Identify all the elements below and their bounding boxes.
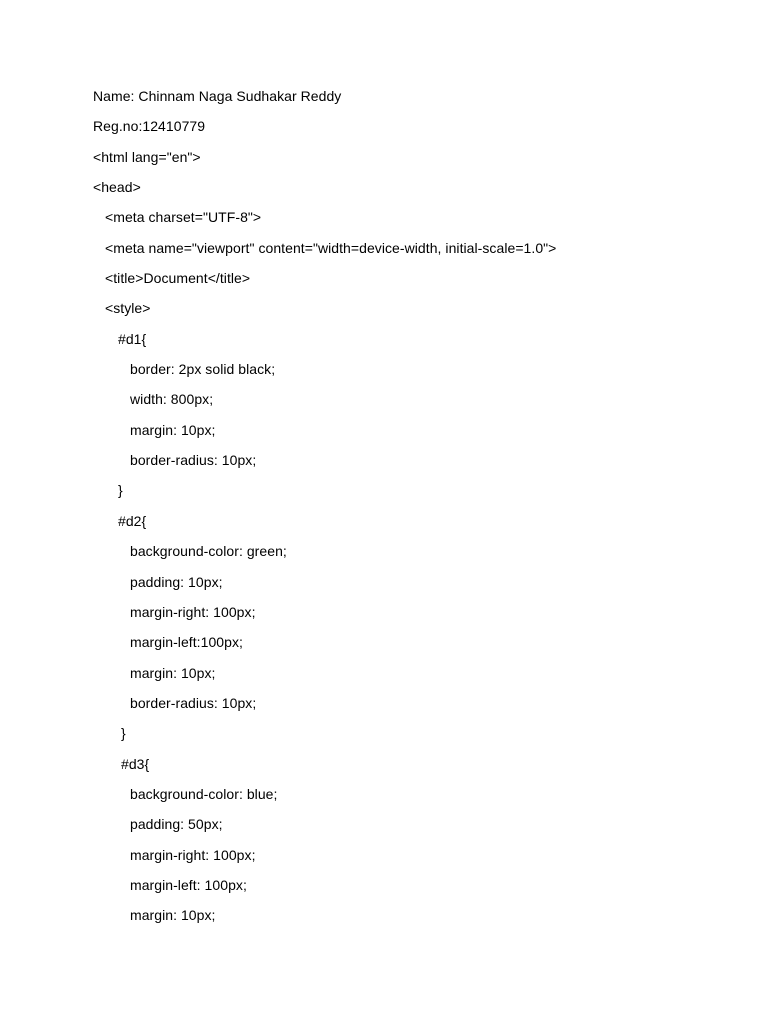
code-line: background-color: green; bbox=[130, 543, 287, 560]
registration-number-line: Reg.no:12410779 bbox=[93, 118, 206, 135]
code-line: <meta name="viewport" content="width=device-width, initial-scale=1.0"> bbox=[105, 239, 557, 256]
code-line: <title>Document</title> bbox=[105, 270, 251, 287]
code-line: #d1{ bbox=[118, 330, 147, 347]
code-line: } bbox=[121, 725, 126, 742]
code-line: <style> bbox=[105, 300, 151, 317]
code-line: padding: 50px; bbox=[130, 816, 223, 833]
code-line: <html lang="en"> bbox=[93, 148, 201, 165]
code-line: #d2{ bbox=[118, 512, 147, 529]
code-line: background-color: blue; bbox=[130, 785, 278, 802]
code-line: padding: 10px; bbox=[130, 573, 223, 590]
code-line: margin: 10px; bbox=[130, 421, 216, 438]
code-line: <head> bbox=[93, 179, 141, 196]
code-line: margin-left: 100px; bbox=[130, 876, 247, 893]
code-line: margin: 10px; bbox=[130, 664, 216, 681]
code-line: border-radius: 10px; bbox=[130, 694, 257, 711]
code-line: border-radius: 10px; bbox=[130, 452, 257, 469]
code-line: #d3{ bbox=[121, 755, 150, 772]
document-body bbox=[93, 85, 733, 935]
code-line: } bbox=[118, 482, 123, 499]
code-line: margin-left:100px; bbox=[130, 634, 243, 651]
code-line: margin-right: 100px; bbox=[130, 603, 256, 620]
code-line: <meta charset="UTF-8"> bbox=[105, 209, 262, 226]
code-line: margin: 10px; bbox=[130, 907, 216, 924]
author-name-line: Name: Chinnam Naga Sudhakar Reddy bbox=[93, 88, 342, 104]
code-line: margin-right: 100px; bbox=[130, 846, 256, 863]
code-line: width: 800px; bbox=[130, 391, 214, 408]
code-line: border: 2px solid black; bbox=[130, 361, 276, 378]
